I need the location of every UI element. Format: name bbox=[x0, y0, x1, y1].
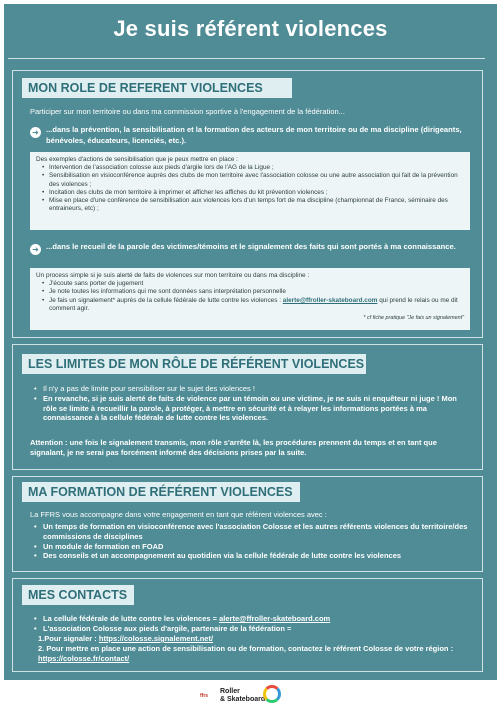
process-intro: Un process simple si je suis alerté de faits de violences sur mon territoire ou dans ma discipline : bbox=[36, 272, 310, 279]
training-list bbox=[34, 522, 470, 561]
role-reporting-point: ...dans le recueil de la parole des victimes/témoins et le signalement des faits qui sont portés à ma connaissance. bbox=[46, 242, 456, 251]
limits-list bbox=[34, 384, 464, 423]
process-step-text: Je fais un signalement* auprès de la cellule fédérale de lutte contre les violences : bbox=[49, 296, 283, 304]
footnote: * cf fiche pratique "Je fais un signalement" bbox=[363, 315, 464, 322]
logo-line: Roller bbox=[220, 688, 240, 695]
role-prevention-point: ...dans la prévention, la sensibilisation et la formation des acteurs de mon territoire ou de ma discipline (dirigeants, bénévoles, éducateurs, licenciés, etc.). bbox=[46, 125, 462, 145]
section-training-heading: MA FORMATION DE RÉFÉRENT VIOLENCES bbox=[22, 482, 300, 502]
list-item: • Un temps de formation en visioconférence avec l'association Colosse et les autres référents violences du territoire/des commissions de disciplines bbox=[34, 522, 470, 542]
logo-ring-icon bbox=[263, 685, 281, 703]
process-list bbox=[42, 280, 464, 313]
list-item: • L'association Colosse aux pieds d'argile, partenaire de la fédération = bbox=[34, 624, 470, 634]
process-panel bbox=[30, 268, 470, 330]
list-item: • Un module de formation en FOAD bbox=[34, 542, 470, 552]
list-item: • Incitation des clubs de mon territoire à imprimer et afficher les affiches du kit prévention violences ; bbox=[42, 189, 464, 197]
arrow-right-icon: ➜ bbox=[30, 127, 41, 138]
list-item bbox=[34, 614, 470, 624]
federation-logo-text bbox=[220, 688, 265, 703]
list-item: • Sensibilisation en visioconférence auprès des clubs de mon territoire avec l'association colosse ou une autre association qui fait de la prévention des violences ; bbox=[42, 172, 464, 188]
section-limits-heading: LES LIMITES DE MON RÔLE DE RÉFÉRENT VIOLENCES bbox=[22, 354, 366, 374]
arrow-right-icon: ➜ bbox=[30, 244, 41, 255]
contact-label: La cellule fédérale de lutte contre les violences = bbox=[43, 614, 220, 623]
section-contacts-heading: MES CONTACTS bbox=[22, 585, 134, 605]
limits-attention: Attention : une fois le signalement transmis, mon rôle s'arrête là, les procédures prennent du temps et en tant que signalant, je ne serai pas forcément informé des décisions prises par la suite. bbox=[30, 438, 437, 457]
list-item: • Intervention de l'association colosse aux pieds d'argile lors de l'AG de la Ligue ; bbox=[42, 164, 464, 172]
alert-email-link[interactable]: alerte@ffroller-skateboard.com bbox=[219, 614, 331, 623]
training-intro: La FFRS vous accompagne dans votre engagement en tant que référent violences avec : bbox=[30, 510, 327, 519]
title-divider bbox=[8, 58, 485, 59]
list-item: • Des conseils et un accompagnement au quotidien via la cellule fédérale de lutte contre les violences bbox=[34, 551, 470, 561]
page-title: Je suis référent violences bbox=[113, 16, 388, 41]
examples-panel bbox=[30, 152, 470, 230]
contact-referent-line bbox=[38, 644, 468, 663]
examples-list bbox=[42, 164, 464, 213]
list-item: • En revanche, si je suis alerté de faits de violence par un témoin ou une victime, je ne suis ni enquêteur ni juge ! Mon rôle se limite à recueillir la parole, à protéger, à mettre en sécurité et à relayer les informations portées à ma connaissance à la cellule fédérale de lutte contre les violences. bbox=[34, 394, 464, 423]
list-item bbox=[42, 297, 464, 313]
logo-line: & Skateboard bbox=[220, 695, 266, 703]
contact-label: 2. Pour mettre en place une action de sensibilisation ou de formation, contactez le référent Colosse de votre région : bbox=[38, 644, 454, 653]
colosse-contact-link[interactable]: https://colosse.fr/contact/ bbox=[38, 653, 130, 663]
list-item: • Mise en place d'une conférence de sensibilisation aux violences lors d'un temps fort de ma discipline (championnat de France, séminaire des entraineurs, etc) ; bbox=[42, 197, 464, 213]
examples-intro: Des exemples d'actions de sensibilisation que je peux mettre en place : bbox=[36, 156, 238, 163]
process-step-text: qui prend le relais ou me dit comment agir. bbox=[49, 296, 458, 312]
contact-label: 1.Pour signaler : bbox=[38, 634, 99, 643]
list-item: • Il n'y a pas de limite pour sensibiliser sur le sujet des violences ! bbox=[34, 384, 464, 394]
list-item: • Je note toutes les informations qui me sont données sans interprétation personnelle bbox=[42, 288, 464, 296]
contacts-list bbox=[34, 614, 470, 634]
colosse-signal-link[interactable]: https://colosse.signalement.net/ bbox=[98, 634, 214, 643]
list-item: • J'écoute sans porter de jugement bbox=[42, 280, 464, 288]
contact-signal-line bbox=[38, 634, 468, 644]
section-role-intro: Participer sur mon territoire ou dans ma commission sportive à l'engagement de la fédération... bbox=[30, 107, 345, 116]
alert-email-link[interactable]: alerte@ffroller-skateboard.com bbox=[282, 296, 378, 304]
federation-logo-mark: ffrs bbox=[200, 693, 209, 699]
section-role-heading: MON ROLE DE REFERENT VIOLENCES bbox=[22, 78, 292, 98]
